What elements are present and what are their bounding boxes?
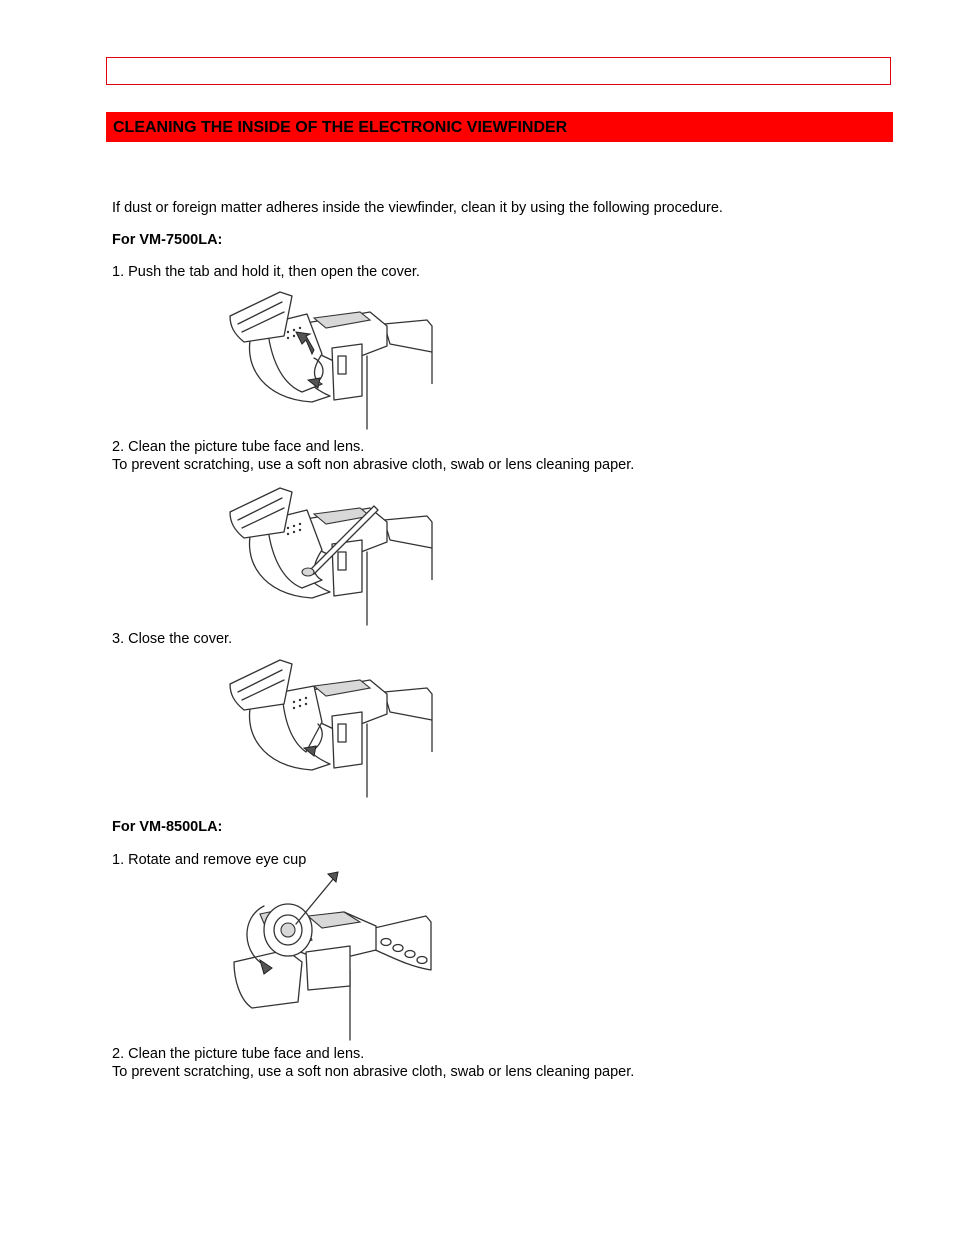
vm7500-step1: 1. Push the tab and hold it, then open the cover. bbox=[112, 264, 420, 280]
vm8500-heading: For VM-8500LA: bbox=[112, 819, 223, 835]
vm8500-step2-line1: 2. Clean the picture tube face and lens. bbox=[112, 1046, 365, 1062]
intro-paragraph: If dust or foreign matter adheres inside the viewfinder, clean it by using the following procedure. bbox=[112, 200, 723, 216]
eyecup-rotate-remove-illustration bbox=[226, 870, 436, 1042]
vm8500-step1: 1. Rotate and remove eye cup bbox=[112, 852, 307, 868]
vm7500-step2-line2: To prevent scratching, use a soft non abrasive cloth, swab or lens cleaning paper. bbox=[112, 457, 635, 473]
vm7500-step3: 3. Close the cover. bbox=[112, 631, 233, 647]
section-header bbox=[106, 112, 893, 142]
header-frame bbox=[106, 57, 891, 85]
section-title: CLEANING THE INSIDE OF THE ELECTRONIC VIEWFINDER bbox=[113, 119, 568, 136]
viewfinder-cover-open-illustration bbox=[222, 284, 442, 432]
vm7500-step2-line1: 2. Clean the picture tube face and lens. bbox=[112, 439, 365, 455]
vm8500-step2-line2: To prevent scratching, use a soft non abrasive cloth, swab or lens cleaning paper. bbox=[112, 1064, 635, 1080]
viewfinder-swab-cleaning-illustration bbox=[222, 480, 442, 628]
viewfinder-cover-close-illustration bbox=[222, 652, 442, 800]
vm7500-heading: For VM-7500LA: bbox=[112, 232, 223, 248]
